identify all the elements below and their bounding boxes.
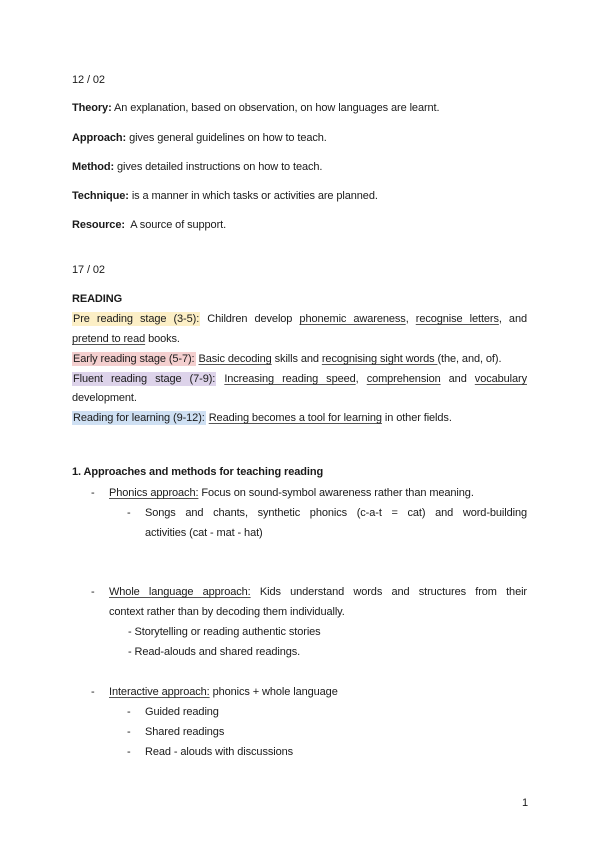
definition-approach: Approach: gives general guidelines on how to teach. xyxy=(72,132,327,144)
whole-language-sub-item: - Storytelling or reading authentic stories xyxy=(128,626,321,638)
stage-label-highlight: Pre reading stage (3-5): xyxy=(73,313,200,325)
stage-pre-reading-cont: pretend to read books. xyxy=(72,333,180,345)
stage-fluent-reading-cont: development. xyxy=(72,392,137,404)
bullet-dash: - xyxy=(127,507,131,519)
bullet-dash: - xyxy=(127,746,131,758)
bullet-dash: - xyxy=(127,726,131,738)
page-number: 1 xyxy=(522,797,529,809)
bullet-dash: - xyxy=(91,686,95,698)
phonics-sub-item-cont: activities (cat - mat - hat) xyxy=(145,527,263,539)
phonics-sub-item: Songs and chants, synthetic phonics (c-a-t = cat) and word-building xyxy=(145,507,527,519)
stage-label-highlight: Fluent reading stage (7-9): xyxy=(73,373,216,385)
bullet-dash: - xyxy=(127,706,131,718)
whole-language-sub-item: - Read-alouds and shared readings. xyxy=(128,646,301,658)
definition-method: Method: gives detailed instructions on how to teach. xyxy=(72,161,323,173)
stage-fluent-reading: Fluent reading stage (7-9): Increasing reading speed, comprehension and vocabulary xyxy=(73,373,527,385)
stage-pre-reading: Pre reading stage (3-5): Children develop phonemic awareness, recognise letters, and xyxy=(73,313,527,325)
stage-early-reading: Early reading stage (5-7): Basic decoding skills and recognising sight words (the, and, of). xyxy=(73,353,502,365)
whole-language-approach-cont: context rather than by decoding them individually. xyxy=(109,606,345,618)
stage-label-highlight: Reading for learning (9-12): xyxy=(73,412,205,424)
reading-heading: READING xyxy=(72,293,123,305)
definition-technique: Technique: is a manner in which tasks or activities are planned. xyxy=(72,190,378,202)
stage-reading-for-learning: Reading for learning (9-12): Reading becomes a tool for learning in other fields. xyxy=(73,412,452,424)
bullet-dash: - xyxy=(91,586,95,598)
section-heading: 1. Approaches and methods for teaching reading xyxy=(72,466,324,478)
date-second: 17 / 02 xyxy=(72,264,105,276)
interactive-approach: Interactive approach: phonics + whole language xyxy=(109,686,338,698)
phonics-approach: Phonics approach: Focus on sound-symbol awareness rather than meaning. xyxy=(109,487,474,499)
interactive-sub-item: Shared readings xyxy=(145,726,225,738)
whole-language-approach: Whole language approach: Kids understand words and structures from their xyxy=(109,586,527,598)
bullet-dash: - xyxy=(91,487,95,499)
definition-resource: Resource: A source of support. xyxy=(72,219,227,231)
interactive-sub-item: Guided reading xyxy=(145,706,219,718)
date-first: 12 / 02 xyxy=(72,74,105,86)
definition-theory: Theory: An explanation, based on observation, on how languages are learnt. xyxy=(72,102,440,114)
stage-label-highlight: Early reading stage (5-7): xyxy=(73,353,195,365)
interactive-sub-item: Read - alouds with discussions xyxy=(145,746,294,758)
